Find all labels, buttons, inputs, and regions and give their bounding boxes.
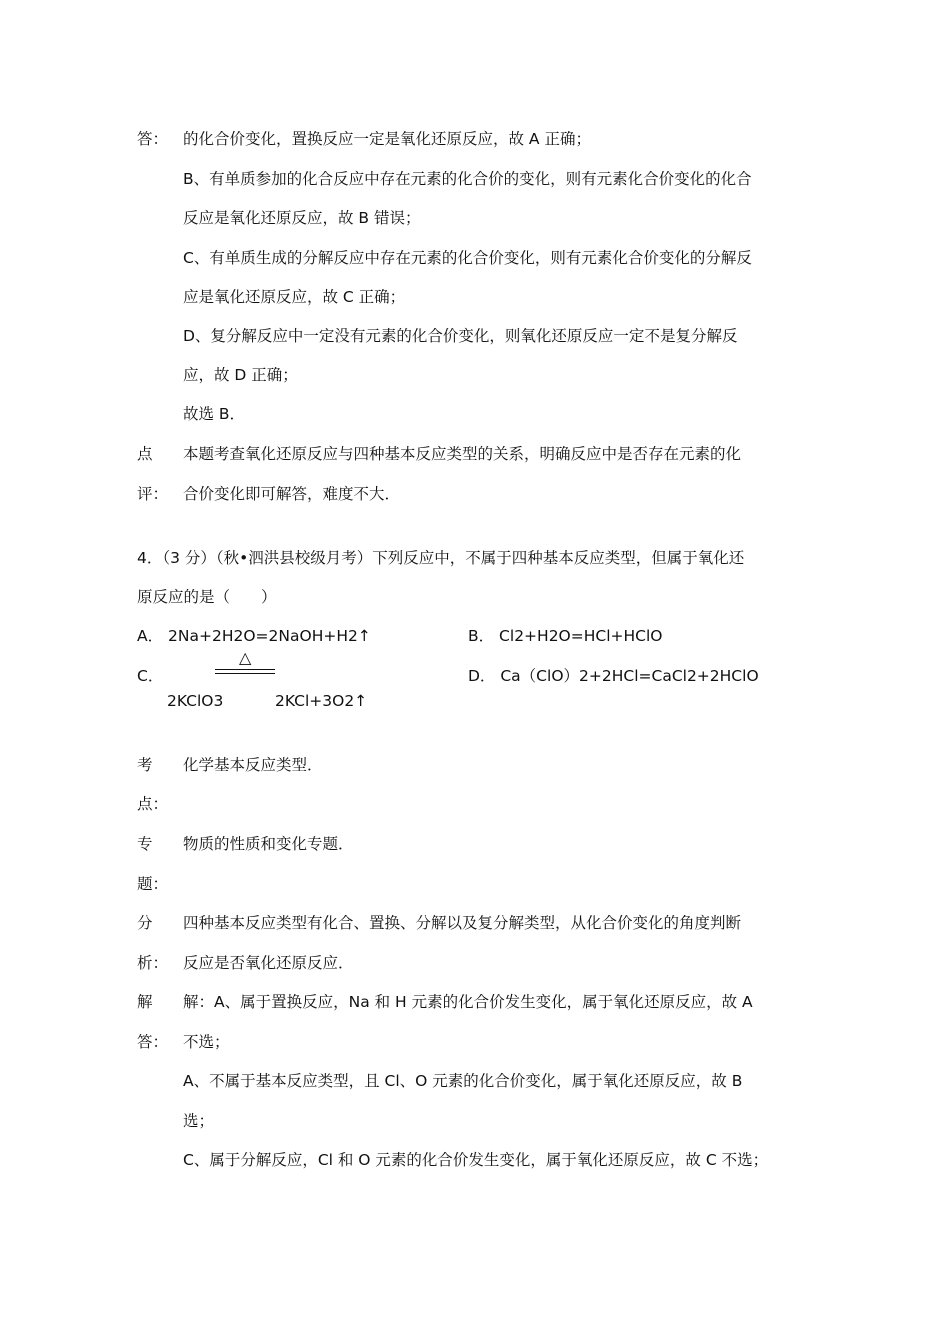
jieda-line: 解：A、属于置换反应，Na 和 H 元素的化合价发生变化，属于氧化还原反应，故 A	[183, 993, 753, 1011]
zhuanti-label: 专	[137, 835, 153, 853]
option-c-product: 2KCl+3O2↑	[275, 692, 368, 710]
option-c-equation-row	[0, 689, 950, 713]
answer-line: 的化合价变化，置换反应一定是氧化还原反应，故 A 正确；	[183, 130, 591, 148]
kaodian-row	[0, 792, 950, 816]
answer-row	[0, 363, 950, 387]
fenxi-line: 反应是否氧化还原反应．	[183, 954, 354, 972]
comment-row	[0, 482, 950, 506]
fenxi-line: 四种基本反应类型有化合、置换、分解以及复分解类型，从化合价变化的角度判断	[183, 914, 742, 932]
question-stem-row	[0, 585, 950, 609]
kaodian-text: 化学基本反应类型．	[183, 756, 323, 774]
answer-row	[0, 127, 950, 151]
answer-conclusion: 故选 B．	[183, 405, 246, 423]
option-d[interactable]: D． Ca（ClO）2+2HCl=CaCl2+2HClO	[468, 667, 759, 685]
jieda-label: 解	[137, 993, 153, 1011]
jieda-line: A、不属于基本反应类型，且 Cl、O 元素的化合价变化，属于氧化还原反应，故 B	[183, 1072, 743, 1090]
answer-row	[0, 167, 950, 191]
comment-line: 合价变化即可解答，难度不大．	[183, 485, 401, 503]
jieda-line: 选；	[183, 1112, 215, 1130]
answer-line: 应是氧化还原反应，故 C 正确；	[183, 288, 406, 306]
question-stem-row	[0, 546, 950, 570]
equal-sign-line	[215, 673, 275, 674]
fenxi-row	[0, 911, 950, 935]
question-stem: 原反应的是（ ）	[137, 588, 277, 606]
answer-line: B、有单质参加的化合反应中存在元素的化合价的变化，则有元素化合价变化的化合	[183, 170, 752, 188]
jieda-row	[0, 1069, 950, 1093]
reaction-condition	[212, 650, 278, 680]
heat-triangle-icon: △	[239, 648, 252, 667]
kaodian-label: 考	[137, 756, 153, 774]
comment-line: 本题考查氧化还原反应与四种基本反应类型的关系，明确反应中是否存在元素的化	[183, 445, 742, 463]
kaodian-row	[0, 753, 950, 777]
answer-row	[0, 402, 950, 426]
answer-line: D、复分解反应中一定没有元素的化合价变化，则氧化还原反应一定不是复分解反	[183, 327, 738, 345]
answer-row	[0, 246, 950, 270]
kaodian-label: 点：	[137, 795, 169, 813]
jieda-row	[0, 1148, 950, 1172]
answer-line: 反应是氧化还原反应，故 B 错误；	[183, 209, 421, 227]
equal-sign-line	[215, 669, 275, 670]
jieda-line: 不选；	[183, 1033, 230, 1051]
jieda-row	[0, 990, 950, 1014]
comment-row	[0, 442, 950, 466]
fenxi-row	[0, 951, 950, 975]
jieda-label: 答：	[137, 1033, 169, 1051]
answer-row	[0, 285, 950, 309]
jieda-row	[0, 1109, 950, 1133]
answer-row	[0, 206, 950, 230]
answer-row	[0, 324, 950, 348]
zhuanti-row	[0, 872, 950, 896]
options-row	[0, 624, 950, 648]
fenxi-label: 分	[137, 914, 153, 932]
answer-label: 答：	[137, 130, 169, 148]
comment-label: 点	[137, 445, 153, 463]
option-b[interactable]: B． Cl2+H2O=HCl+HClO	[468, 627, 663, 645]
question-stem: 4．（3 分）（秋•泗洪县校级月考）下列反应中，不属于四种基本反应类型，但属于氧化还	[137, 549, 745, 567]
options-row	[0, 648, 950, 688]
comment-label: 评：	[137, 485, 169, 503]
option-c-reactant: 2KClO3	[167, 692, 224, 710]
answer-line: C、有单质生成的分解反应中存在元素的化合价变化，则有元素化合价变化的分解反	[183, 249, 752, 267]
zhuanti-text: 物质的性质和变化专题．	[183, 835, 354, 853]
fenxi-label: 析：	[137, 954, 169, 972]
zhuanti-label: 题：	[137, 875, 169, 893]
zhuanti-row	[0, 832, 950, 856]
option-a[interactable]: A． 2Na+2H2O=2NaOH+H2↑	[137, 627, 371, 645]
answer-line: 应，故 D 正确；	[183, 366, 298, 384]
option-c-label[interactable]: C．	[137, 667, 164, 685]
jieda-row	[0, 1030, 950, 1054]
jieda-line: C、属于分解反应，Cl 和 O 元素的化合价发生变化，属于氧化还原反应，故 C 不选；	[183, 1151, 769, 1169]
